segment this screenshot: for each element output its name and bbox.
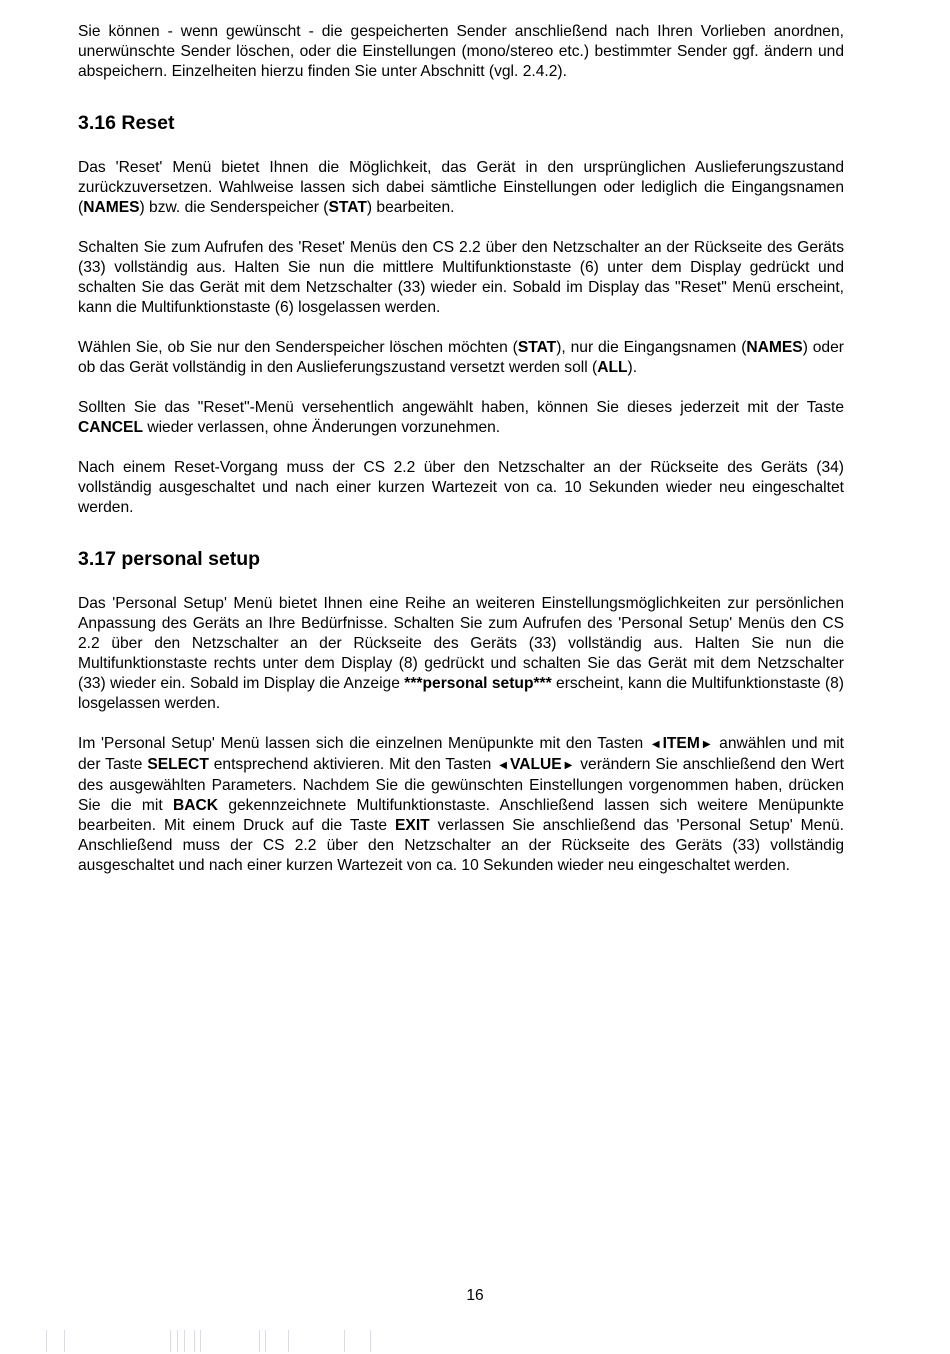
reset-paragraph-5: Nach einem Reset-Vorgang muss der CS 2.2 über den Netzschalter an der Rückseite des Geräts (34) vollständig ausgeschaltet und nach einer kurzen Wartezeit von ca. 10 Sekunden wieder neu eingeschaltet werden.: [78, 459, 844, 516]
intro-paragraph: Sie können - wenn gewünscht - die gespeicherten Sender anschließend nach Ihren Vorlieben anordnen, unerwünschte Sender löschen, oder die Einstellungen (mono/stereo etc.) bestimmter Sender ggf. ändern und abspeichern. Einzelheiten hierzu finden Sie unter Abschnitt (vgl. 2.4.2).: [78, 23, 844, 80]
keyword-back: BACK: [173, 797, 219, 814]
display-text-personal-setup: ***personal setup***: [404, 675, 552, 692]
left-triangle-icon: ◀: [651, 739, 660, 750]
right-triangle-icon: ▶: [702, 739, 711, 750]
personal-paragraph-1: Das 'Personal Setup' Menü bietet Ihnen eine Reihe an weiteren Einstellungsmöglichkeiten zur persönlichen Anpassung des Geräts an Ihre Bedürfnisse. Schalten Sie zum Aufrufen des 'Personal Setup' Menüs den CS 2.2 über den Netzschalter an der Rückseite des Geräts (33) vollständig aus. Halten Sie nun die Multifunktionstaste rechts unter dem Display (8) gedrückt und schalten Sie das Gerät mit dem Netzschalter (33) wieder ein. Sobald im Display die Anzeige ***personal setup*** erscheint, kann die Multifunktionstaste (8) losgelassen werden.: [78, 595, 844, 712]
reset-paragraph-1: Das 'Reset' Menü bietet Ihnen die Möglichkeit, das Gerät in den ursprünglichen Auslieferungszustand zurückzuversetzen. Wahlweise lassen sich dabei sämtliche Einstellungen oder lediglich die Eingangsnamen (NAMES) bzw. die Senderspeicher (STAT) bearbeiten.: [78, 159, 844, 216]
keyword-item: ITEM: [662, 735, 700, 752]
keyword-cancel: CANCEL: [78, 419, 143, 436]
keyword-exit: EXIT: [395, 817, 430, 834]
left-triangle-icon: ◀: [499, 760, 507, 771]
reset-paragraph-4: Sollten Sie das "Reset"-Menü versehentlich angewählt haben, können Sie dieses jederzeit mit der Taste CANCEL wieder verlassen, ohne Änderungen vorzunehmen.: [78, 399, 844, 436]
document-page: [78, 22, 844, 876]
keyword-all: ALL: [597, 359, 628, 376]
section-heading-reset: 3.16 Reset: [78, 112, 175, 134]
right-triangle-icon: ▶: [564, 760, 573, 771]
keyword-stat: STAT: [328, 199, 367, 216]
page-number: 16: [466, 1287, 484, 1304]
section-heading-personal-setup: 3.17 personal setup: [78, 548, 261, 570]
reset-paragraph-3: Wählen Sie, ob Sie nur den Senderspeicher löschen möchten (STAT), nur die Eingangsnamen (NAMES) oder ob das Gerät vollständig in den Auslieferungszustand versetzt werden soll (ALL).: [78, 339, 844, 376]
keyword-value: VALUE: [509, 756, 562, 773]
reset-paragraph-2: Schalten Sie zum Aufrufen des 'Reset' Menüs den CS 2.2 über den Netzschalter an der Rückseite des Geräts (33) vollständig aus. Halten Sie nun die mittlere Multifunktionstaste (6) unter dem Display gedrückt und schalten Sie das Gerät mit dem Netzschalter (33) wieder ein. Sobald im Display das "Reset" Menü erscheint, kann die Multifunktionstaste (6) losgelassen werden.: [78, 239, 844, 316]
scan-artifact-lines: [0, 1330, 950, 1354]
keyword-names: NAMES: [746, 339, 803, 356]
keyword-stat: STAT: [517, 339, 557, 356]
keyword-names: NAMES: [83, 199, 140, 216]
keyword-select: SELECT: [147, 756, 209, 773]
personal-paragraph-2: Im 'Personal Setup' Menü lassen sich die einzelnen Menüpunkte mit den Tasten ◀ ITEM ▶ anwählen und mit der Taste SELECT entsprechend aktivieren. Mit den Tasten ◀ VALUE ▶ verändern Sie anschließend den Wert des ausgewählten Parameters. Nachdem Sie die gewünschten Einstellungen vorgenommen haben, drücken Sie die mit BACK gekennzeichnete Multifunktionstaste. Anschließend lassen sich weitere Menüpunkte bearbeiten. Mit einem Druck auf die Taste EXIT verlassen Sie anschließend das 'Personal Setup' Menü. Anschließend muss der CS 2.2 über den Netzschalter an der Rückseite des Geräts (33) vollständig ausgeschaltet und nach einer kurzen Wartezeit von ca. 10 Sekunden wieder neu eingeschaltet werden.: [78, 735, 845, 874]
